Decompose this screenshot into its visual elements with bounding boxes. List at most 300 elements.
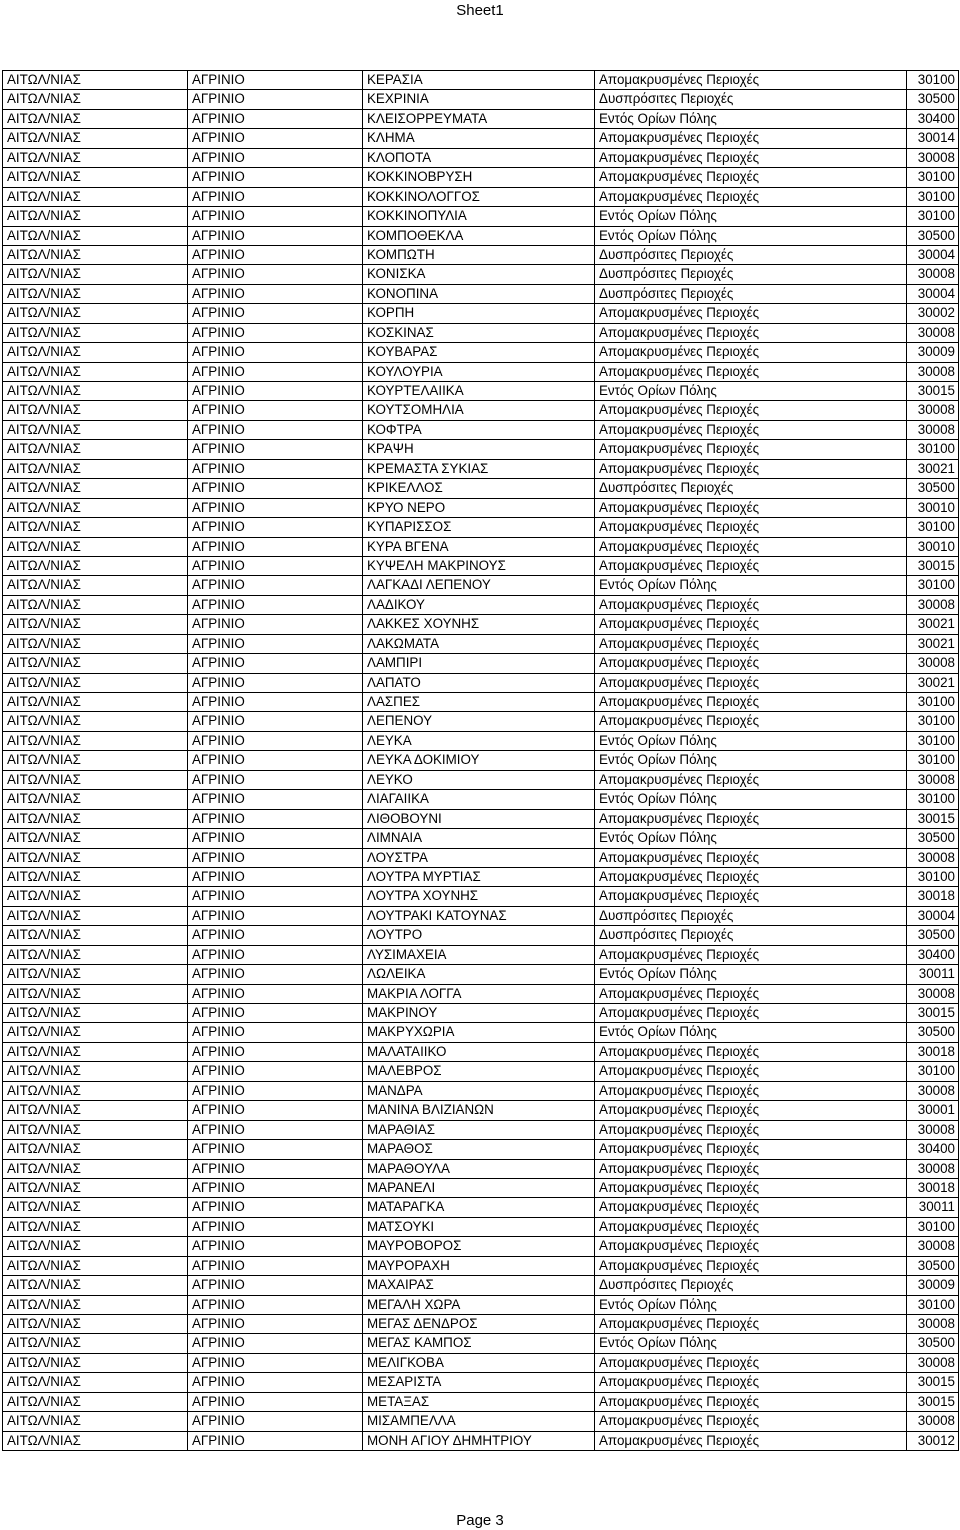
prefecture-cell[interactable]: ΑΙΤΩΛ/ΝΙΑΣ [3,770,188,789]
area-category-cell[interactable]: Απομακρυσμένες Περιοχές [595,1315,907,1334]
code-cell[interactable]: 30008 [907,595,959,614]
locality-cell[interactable]: ΜΑΡΑΘΟΣ [363,1140,595,1159]
area-category-cell[interactable]: Απομακρυσμένες Περιοχές [595,887,907,906]
municipality-cell[interactable]: ΑΓΡΙΝΙΟ [188,926,363,945]
prefecture-cell[interactable]: ΑΙΤΩΛ/ΝΙΑΣ [3,245,188,264]
municipality-cell[interactable]: ΑΓΡΙΝΙΟ [188,1081,363,1100]
code-cell[interactable]: 30500 [907,1334,959,1353]
locality-cell[interactable]: ΛΑΣΠΕΣ [363,693,595,712]
municipality-cell[interactable]: ΑΓΡΙΝΙΟ [188,362,363,381]
municipality-cell[interactable]: ΑΓΡΙΝΙΟ [188,1431,363,1450]
locality-cell[interactable]: ΛΟΥΤΡΑΚΙ ΚΑΤΟΥΝΑΣ [363,906,595,925]
locality-cell[interactable]: ΜΑΚΡΥΧΩΡΙΑ [363,1023,595,1042]
prefecture-cell[interactable]: ΑΙΤΩΛ/ΝΙΑΣ [3,1431,188,1450]
code-cell[interactable]: 30100 [907,693,959,712]
municipality-cell[interactable]: ΑΓΡΙΝΙΟ [188,226,363,245]
code-cell[interactable]: 30021 [907,615,959,634]
area-category-cell[interactable]: Εντός Ορίων Πόλης [595,1023,907,1042]
code-cell[interactable]: 30400 [907,1140,959,1159]
prefecture-cell[interactable]: ΑΙΤΩΛ/ΝΙΑΣ [3,576,188,595]
locality-cell[interactable]: ΛΑΠΑΤΟ [363,673,595,692]
municipality-cell[interactable]: ΑΓΡΙΝΙΟ [188,1256,363,1275]
prefecture-cell[interactable]: ΑΙΤΩΛ/ΝΙΑΣ [3,537,188,556]
municipality-cell[interactable]: ΑΓΡΙΝΙΟ [188,187,363,206]
locality-cell[interactable]: ΜΑΝΔΡΑ [363,1081,595,1100]
prefecture-cell[interactable]: ΑΙΤΩΛ/ΝΙΑΣ [3,90,188,109]
municipality-cell[interactable]: ΑΓΡΙΝΙΟ [188,595,363,614]
locality-cell[interactable]: ΛΕΠΕΝΟΥ [363,712,595,731]
code-cell[interactable]: 30008 [907,1081,959,1100]
area-category-cell[interactable]: Δυσπρόσιτες Περιοχές [595,245,907,264]
code-cell[interactable]: 30100 [907,751,959,770]
area-category-cell[interactable]: Απομακρυσμένες Περιοχές [595,634,907,653]
area-category-cell[interactable]: Απομακρυσμένες Περιοχές [595,654,907,673]
locality-cell[interactable]: ΚΡΥΟ ΝΕΡΟ [363,498,595,517]
prefecture-cell[interactable]: ΑΙΤΩΛ/ΝΙΑΣ [3,304,188,323]
code-cell[interactable]: 30015 [907,1392,959,1411]
prefecture-cell[interactable]: ΑΙΤΩΛ/ΝΙΑΣ [3,595,188,614]
municipality-cell[interactable]: ΑΓΡΙΝΙΟ [188,382,363,401]
locality-cell[interactable]: ΛΑΓΚΑΔΙ ΛΕΠΕΝΟΥ [363,576,595,595]
prefecture-cell[interactable]: ΑΙΤΩΛ/ΝΙΑΣ [3,1120,188,1139]
code-cell[interactable]: 30009 [907,1276,959,1295]
locality-cell[interactable]: ΛΑΚΩΜΑΤΑ [363,634,595,653]
municipality-cell[interactable]: ΑΓΡΙΝΙΟ [188,148,363,167]
prefecture-cell[interactable]: ΑΙΤΩΛ/ΝΙΑΣ [3,440,188,459]
locality-cell[interactable]: ΜΑΡΑΘΟΥΛΑ [363,1159,595,1178]
code-cell[interactable]: 30500 [907,479,959,498]
municipality-cell[interactable]: ΑΓΡΙΝΙΟ [188,1178,363,1197]
area-category-cell[interactable]: Απομακρυσμένες Περιοχές [595,420,907,439]
municipality-cell[interactable]: ΑΓΡΙΝΙΟ [188,984,363,1003]
area-category-cell[interactable]: Δυσπρόσιτες Περιοχές [595,906,907,925]
locality-cell[interactable]: ΚΟΥΡΤΕΛΑΙΙΚΑ [363,382,595,401]
municipality-cell[interactable]: ΑΓΡΙΝΙΟ [188,615,363,634]
municipality-cell[interactable]: ΑΓΡΙΝΙΟ [188,1373,363,1392]
area-category-cell[interactable]: Απομακρυσμένες Περιοχές [595,693,907,712]
code-cell[interactable]: 30015 [907,809,959,828]
area-category-cell[interactable]: Απομακρυσμένες Περιοχές [595,556,907,575]
area-category-cell[interactable]: Απομακρυσμένες Περιοχές [595,809,907,828]
locality-cell[interactable]: ΜΑΡΑΘΙΑΣ [363,1120,595,1139]
municipality-cell[interactable]: ΑΓΡΙΝΙΟ [188,1315,363,1334]
municipality-cell[interactable]: ΑΓΡΙΝΙΟ [188,809,363,828]
area-category-cell[interactable]: Δυσπρόσιτες Περιοχές [595,926,907,945]
prefecture-cell[interactable]: ΑΙΤΩΛ/ΝΙΑΣ [3,1140,188,1159]
code-cell[interactable]: 30010 [907,537,959,556]
area-category-cell[interactable]: Απομακρυσμένες Περιοχές [595,1140,907,1159]
code-cell[interactable]: 30008 [907,1353,959,1372]
locality-cell[interactable]: ΚΟΥΤΣΟΜΗΛΙΑ [363,401,595,420]
prefecture-cell[interactable]: ΑΙΤΩΛ/ΝΙΑΣ [3,829,188,848]
code-cell[interactable]: 30100 [907,576,959,595]
code-cell[interactable]: 30500 [907,226,959,245]
code-cell[interactable]: 30004 [907,284,959,303]
prefecture-cell[interactable]: ΑΙΤΩΛ/ΝΙΑΣ [3,1334,188,1353]
locality-cell[interactable]: ΚΥΨΕΛΗ ΜΑΚΡΙΝΟΥΣ [363,556,595,575]
municipality-cell[interactable]: ΑΓΡΙΝΙΟ [188,1120,363,1139]
area-category-cell[interactable]: Απομακρυσμένες Περιοχές [595,187,907,206]
municipality-cell[interactable]: ΑΓΡΙΝΙΟ [188,420,363,439]
municipality-cell[interactable]: ΑΓΡΙΝΙΟ [188,401,363,420]
area-category-cell[interactable]: Απομακρυσμένες Περιοχές [595,712,907,731]
locality-cell[interactable]: ΛΟΥΤΡΟ [363,926,595,945]
locality-cell[interactable]: ΚΛΕΙΣΟΡΡΕΥΜΑΤΑ [363,109,595,128]
area-category-cell[interactable]: Εντός Ορίων Πόλης [595,731,907,750]
municipality-cell[interactable]: ΑΓΡΙΝΙΟ [188,284,363,303]
municipality-cell[interactable]: ΑΓΡΙΝΙΟ [188,129,363,148]
area-category-cell[interactable]: Απομακρυσμένες Περιοχές [595,1412,907,1431]
area-category-cell[interactable]: Απομακρυσμένες Περιοχές [595,984,907,1003]
municipality-cell[interactable]: ΑΓΡΙΝΙΟ [188,1295,363,1314]
area-category-cell[interactable]: Δυσπρόσιτες Περιοχές [595,479,907,498]
prefecture-cell[interactable]: ΑΙΤΩΛ/ΝΙΑΣ [3,1237,188,1256]
prefecture-cell[interactable]: ΑΙΤΩΛ/ΝΙΑΣ [3,459,188,478]
area-category-cell[interactable]: Απομακρυσμένες Περιοχές [595,1237,907,1256]
prefecture-cell[interactable]: ΑΙΤΩΛ/ΝΙΑΣ [3,420,188,439]
area-category-cell[interactable]: Απομακρυσμένες Περιοχές [595,1101,907,1120]
prefecture-cell[interactable]: ΑΙΤΩΛ/ΝΙΑΣ [3,673,188,692]
municipality-cell[interactable]: ΑΓΡΙΝΙΟ [188,323,363,342]
code-cell[interactable]: 30008 [907,362,959,381]
locality-cell[interactable]: ΚΡΙΚΕΛΛΟΣ [363,479,595,498]
locality-cell[interactable]: ΛΙΑΓΑΙΙΚΑ [363,790,595,809]
code-cell[interactable]: 30008 [907,1120,959,1139]
area-category-cell[interactable]: Απομακρυσμένες Περιοχές [595,168,907,187]
locality-cell[interactable]: ΜΕΣΑΡΙΣΤΑ [363,1373,595,1392]
code-cell[interactable]: 30100 [907,71,959,90]
prefecture-cell[interactable]: ΑΙΤΩΛ/ΝΙΑΣ [3,1315,188,1334]
locality-cell[interactable]: ΛΕΥΚΑ ΔΟΚΙΜΙΟΥ [363,751,595,770]
prefecture-cell[interactable]: ΑΙΤΩΛ/ΝΙΑΣ [3,1353,188,1372]
locality-cell[interactable]: ΚΡΕΜΑΣΤΑ ΣΥΚΙΑΣ [363,459,595,478]
area-category-cell[interactable]: Δυσπρόσιτες Περιοχές [595,1276,907,1295]
prefecture-cell[interactable]: ΑΙΤΩΛ/ΝΙΑΣ [3,945,188,964]
prefecture-cell[interactable]: ΑΙΤΩΛ/ΝΙΑΣ [3,712,188,731]
municipality-cell[interactable]: ΑΓΡΙΝΙΟ [188,479,363,498]
municipality-cell[interactable]: ΑΓΡΙΝΙΟ [188,945,363,964]
area-category-cell[interactable]: Εντός Ορίων Πόλης [595,576,907,595]
locality-cell[interactable]: ΚΟΥΛΟΥΡΙΑ [363,362,595,381]
area-category-cell[interactable]: Απομακρυσμένες Περιοχές [595,615,907,634]
code-cell[interactable]: 30100 [907,187,959,206]
area-category-cell[interactable]: Απομακρυσμένες Περιοχές [595,848,907,867]
prefecture-cell[interactable]: ΑΙΤΩΛ/ΝΙΑΣ [3,809,188,828]
locality-cell[interactable]: ΚΥΠΑΡΙΣΣΟΣ [363,518,595,537]
area-category-cell[interactable]: Απομακρυσμένες Περιοχές [595,343,907,362]
municipality-cell[interactable]: ΑΓΡΙΝΙΟ [188,109,363,128]
code-cell[interactable]: 30008 [907,984,959,1003]
prefecture-cell[interactable]: ΑΙΤΩΛ/ΝΙΑΣ [3,1004,188,1023]
municipality-cell[interactable]: ΑΓΡΙΝΙΟ [188,887,363,906]
code-cell[interactable]: 30100 [907,712,959,731]
code-cell[interactable]: 30100 [907,1062,959,1081]
prefecture-cell[interactable]: ΑΙΤΩΛ/ΝΙΑΣ [3,634,188,653]
area-category-cell[interactable]: Εντός Ορίων Πόλης [595,790,907,809]
municipality-cell[interactable]: ΑΓΡΙΝΙΟ [188,207,363,226]
locality-cell[interactable]: ΜΑΚΡΙΑ ΛΟΓΓΑ [363,984,595,1003]
municipality-cell[interactable]: ΑΓΡΙΝΙΟ [188,1004,363,1023]
area-category-cell[interactable]: Απομακρυσμένες Περιοχές [595,71,907,90]
prefecture-cell[interactable]: ΑΙΤΩΛ/ΝΙΑΣ [3,226,188,245]
municipality-cell[interactable]: ΑΓΡΙΝΙΟ [188,1353,363,1372]
code-cell[interactable]: 30008 [907,420,959,439]
locality-cell[interactable]: ΚΟΚΚΙΝΟΛΟΓΓΟΣ [363,187,595,206]
municipality-cell[interactable]: ΑΓΡΙΝΙΟ [188,440,363,459]
area-category-cell[interactable]: Δυσπρόσιτες Περιοχές [595,265,907,284]
locality-cell[interactable]: ΚΟΝΟΠΙΝΑ [363,284,595,303]
municipality-cell[interactable]: ΑΓΡΙΝΙΟ [188,1334,363,1353]
code-cell[interactable]: 30018 [907,1042,959,1061]
municipality-cell[interactable]: ΑΓΡΙΝΙΟ [188,168,363,187]
code-cell[interactable]: 30008 [907,401,959,420]
area-category-cell[interactable]: Απομακρυσμένες Περιοχές [595,498,907,517]
code-cell[interactable]: 30008 [907,148,959,167]
locality-cell[interactable]: ΛΙΘΟΒΟΥΝΙ [363,809,595,828]
prefecture-cell[interactable]: ΑΙΤΩΛ/ΝΙΑΣ [3,984,188,1003]
prefecture-cell[interactable]: ΑΙΤΩΛ/ΝΙΑΣ [3,284,188,303]
code-cell[interactable]: 30002 [907,304,959,323]
prefecture-cell[interactable]: ΑΙΤΩΛ/ΝΙΑΣ [3,654,188,673]
locality-cell[interactable]: ΜΕΤΑΞΑΣ [363,1392,595,1411]
municipality-cell[interactable]: ΑΓΡΙΝΙΟ [188,731,363,750]
area-category-cell[interactable]: Απομακρυσμένες Περιοχές [595,1159,907,1178]
locality-cell[interactable]: ΛΕΥΚΟ [363,770,595,789]
area-category-cell[interactable]: Απομακρυσμένες Περιοχές [595,945,907,964]
prefecture-cell[interactable]: ΑΙΤΩΛ/ΝΙΑΣ [3,731,188,750]
locality-cell[interactable]: ΚΛΗΜΑ [363,129,595,148]
code-cell[interactable]: 30400 [907,109,959,128]
locality-cell[interactable]: ΚΟΚΚΙΝΟΠΥΛΙΑ [363,207,595,226]
locality-cell[interactable]: ΜΑΥΡΟΡΑΧΗ [363,1256,595,1275]
municipality-cell[interactable]: ΑΓΡΙΝΙΟ [188,906,363,925]
locality-cell[interactable]: ΜΑΛΑΤΑΙΙΚΟ [363,1042,595,1061]
locality-cell[interactable]: ΛΥΣΙΜΑΧΕΙΑ [363,945,595,964]
code-cell[interactable]: 30100 [907,168,959,187]
locality-cell[interactable]: ΜΑΤΑΡΑΓΚΑ [363,1198,595,1217]
prefecture-cell[interactable]: ΑΙΤΩΛ/ΝΙΑΣ [3,265,188,284]
prefecture-cell[interactable]: ΑΙΤΩΛ/ΝΙΑΣ [3,187,188,206]
prefecture-cell[interactable]: ΑΙΤΩΛ/ΝΙΑΣ [3,498,188,517]
municipality-cell[interactable]: ΑΓΡΙΝΙΟ [188,1392,363,1411]
code-cell[interactable]: 30021 [907,673,959,692]
code-cell[interactable]: 30500 [907,926,959,945]
area-category-cell[interactable]: Απομακρυσμένες Περιοχές [595,148,907,167]
prefecture-cell[interactable]: ΑΙΤΩΛ/ΝΙΑΣ [3,518,188,537]
prefecture-cell[interactable]: ΑΙΤΩΛ/ΝΙΑΣ [3,906,188,925]
prefecture-cell[interactable]: ΑΙΤΩΛ/ΝΙΑΣ [3,751,188,770]
municipality-cell[interactable]: ΑΓΡΙΝΙΟ [188,343,363,362]
prefecture-cell[interactable]: ΑΙΤΩΛ/ΝΙΑΣ [3,1178,188,1197]
locality-cell[interactable]: ΚΟΝΙΣΚΑ [363,265,595,284]
code-cell[interactable]: 30004 [907,245,959,264]
code-cell[interactable]: 30012 [907,1431,959,1450]
area-category-cell[interactable]: Εντός Ορίων Πόλης [595,109,907,128]
code-cell[interactable]: 30008 [907,848,959,867]
area-category-cell[interactable]: Απομακρυσμένες Περιοχές [595,1431,907,1450]
code-cell[interactable]: 30008 [907,770,959,789]
area-category-cell[interactable]: Δυσπρόσιτες Περιοχές [595,284,907,303]
code-cell[interactable]: 30500 [907,90,959,109]
municipality-cell[interactable]: ΑΓΡΙΝΙΟ [188,1062,363,1081]
prefecture-cell[interactable]: ΑΙΤΩΛ/ΝΙΑΣ [3,401,188,420]
area-category-cell[interactable]: Απομακρυσμένες Περιοχές [595,1042,907,1061]
area-category-cell[interactable]: Απομακρυσμένες Περιοχές [595,129,907,148]
area-category-cell[interactable]: Απομακρυσμένες Περιοχές [595,867,907,886]
prefecture-cell[interactable]: ΑΙΤΩΛ/ΝΙΑΣ [3,1023,188,1042]
area-category-cell[interactable]: Απομακρυσμένες Περιοχές [595,1198,907,1217]
locality-cell[interactable]: ΚΟΥΒΑΡΑΣ [363,343,595,362]
locality-cell[interactable]: ΚΟΦΤΡΑ [363,420,595,439]
locality-cell[interactable]: ΜΕΓΑΣ ΚΑΜΠΟΣ [363,1334,595,1353]
locality-cell[interactable]: ΛΟΥΣΤΡΑ [363,848,595,867]
prefecture-cell[interactable]: ΑΙΤΩΛ/ΝΙΑΣ [3,479,188,498]
prefecture-cell[interactable]: ΑΙΤΩΛ/ΝΙΑΣ [3,1295,188,1314]
code-cell[interactable]: 30001 [907,1101,959,1120]
area-category-cell[interactable]: Απομακρυσμένες Περιοχές [595,362,907,381]
prefecture-cell[interactable]: ΑΙΤΩΛ/ΝΙΑΣ [3,1042,188,1061]
area-category-cell[interactable]: Απομακρυσμένες Περιοχές [595,440,907,459]
area-category-cell[interactable]: Απομακρυσμένες Περιοχές [595,595,907,614]
prefecture-cell[interactable]: ΑΙΤΩΛ/ΝΙΑΣ [3,1159,188,1178]
prefecture-cell[interactable]: ΑΙΤΩΛ/ΝΙΑΣ [3,1373,188,1392]
municipality-cell[interactable]: ΑΓΡΙΝΙΟ [188,1101,363,1120]
area-category-cell[interactable]: Εντός Ορίων Πόλης [595,751,907,770]
area-category-cell[interactable]: Εντός Ορίων Πόλης [595,382,907,401]
municipality-cell[interactable]: ΑΓΡΙΝΙΟ [188,1217,363,1236]
area-category-cell[interactable]: Απομακρυσμένες Περιοχές [595,401,907,420]
municipality-cell[interactable]: ΑΓΡΙΝΙΟ [188,770,363,789]
locality-cell[interactable]: ΜΑΤΣΟΥΚΙ [363,1217,595,1236]
locality-cell[interactable]: ΚΟΚΚΙΝΟΒΡΥΣΗ [363,168,595,187]
municipality-cell[interactable]: ΑΓΡΙΝΙΟ [188,751,363,770]
area-category-cell[interactable]: Δυσπρόσιτες Περιοχές [595,90,907,109]
code-cell[interactable]: 30008 [907,1412,959,1431]
code-cell[interactable]: 30015 [907,1004,959,1023]
code-cell[interactable]: 30008 [907,1315,959,1334]
locality-cell[interactable]: ΚΡΑΨΗ [363,440,595,459]
prefecture-cell[interactable]: ΑΙΤΩΛ/ΝΙΑΣ [3,129,188,148]
municipality-cell[interactable]: ΑΓΡΙΝΙΟ [188,1198,363,1217]
locality-cell[interactable]: ΜΙΣΑΜΠΕΛΛΑ [363,1412,595,1431]
municipality-cell[interactable]: ΑΓΡΙΝΙΟ [188,304,363,323]
locality-cell[interactable]: ΜΑΛΕΒΡΟΣ [363,1062,595,1081]
code-cell[interactable]: 30100 [907,790,959,809]
prefecture-cell[interactable]: ΑΙΤΩΛ/ΝΙΑΣ [3,1198,188,1217]
code-cell[interactable]: 30008 [907,1159,959,1178]
prefecture-cell[interactable]: ΑΙΤΩΛ/ΝΙΑΣ [3,382,188,401]
area-category-cell[interactable]: Απομακρυσμένες Περιοχές [595,323,907,342]
prefecture-cell[interactable]: ΑΙΤΩΛ/ΝΙΑΣ [3,1412,188,1431]
code-cell[interactable]: 30014 [907,129,959,148]
prefecture-cell[interactable]: ΑΙΤΩΛ/ΝΙΑΣ [3,1256,188,1275]
locality-cell[interactable]: ΛΟΥΤΡΑ ΜΥΡΤΙΑΣ [363,867,595,886]
area-category-cell[interactable]: Εντός Ορίων Πόλης [595,1334,907,1353]
prefecture-cell[interactable]: ΑΙΤΩΛ/ΝΙΑΣ [3,887,188,906]
prefecture-cell[interactable]: ΑΙΤΩΛ/ΝΙΑΣ [3,323,188,342]
locality-cell[interactable]: ΜΑΡΑΝΕΛΙ [363,1178,595,1197]
prefecture-cell[interactable]: ΑΙΤΩΛ/ΝΙΑΣ [3,965,188,984]
prefecture-cell[interactable]: ΑΙΤΩΛ/ΝΙΑΣ [3,1392,188,1411]
prefecture-cell[interactable]: ΑΙΤΩΛ/ΝΙΑΣ [3,362,188,381]
prefecture-cell[interactable]: ΑΙΤΩΛ/ΝΙΑΣ [3,848,188,867]
prefecture-cell[interactable]: ΑΙΤΩΛ/ΝΙΑΣ [3,1081,188,1100]
prefecture-cell[interactable]: ΑΙΤΩΛ/ΝΙΑΣ [3,867,188,886]
prefecture-cell[interactable]: ΑΙΤΩΛ/ΝΙΑΣ [3,790,188,809]
code-cell[interactable]: 30100 [907,518,959,537]
area-category-cell[interactable]: Απομακρυσμένες Περιοχές [595,537,907,556]
code-cell[interactable]: 30021 [907,459,959,478]
municipality-cell[interactable]: ΑΓΡΙΝΙΟ [188,693,363,712]
area-category-cell[interactable]: Απομακρυσμένες Περιοχές [595,1217,907,1236]
municipality-cell[interactable]: ΑΓΡΙΝΙΟ [188,537,363,556]
locality-cell[interactable]: ΜΑΥΡΟΒΟΡΟΣ [363,1237,595,1256]
locality-cell[interactable]: ΜΕΛΙΓΚΟΒΑ [363,1353,595,1372]
prefecture-cell[interactable]: ΑΙΤΩΛ/ΝΙΑΣ [3,207,188,226]
prefecture-cell[interactable]: ΑΙΤΩΛ/ΝΙΑΣ [3,926,188,945]
area-category-cell[interactable]: Εντός Ορίων Πόλης [595,829,907,848]
municipality-cell[interactable]: ΑΓΡΙΝΙΟ [188,71,363,90]
prefecture-cell[interactable]: ΑΙΤΩΛ/ΝΙΑΣ [3,1276,188,1295]
municipality-cell[interactable]: ΑΓΡΙΝΙΟ [188,829,363,848]
prefecture-cell[interactable]: ΑΙΤΩΛ/ΝΙΑΣ [3,168,188,187]
code-cell[interactable]: 30100 [907,867,959,886]
prefecture-cell[interactable]: ΑΙΤΩΛ/ΝΙΑΣ [3,693,188,712]
locality-cell[interactable]: ΛΑΔΙΚΟΥ [363,595,595,614]
municipality-cell[interactable]: ΑΓΡΙΝΙΟ [188,1412,363,1431]
locality-cell[interactable]: ΛΑΚΚΕΣ ΧΟΥΝΗΣ [363,615,595,634]
code-cell[interactable]: 30100 [907,440,959,459]
municipality-cell[interactable]: ΑΓΡΙΝΙΟ [188,848,363,867]
code-cell[interactable]: 30008 [907,654,959,673]
area-category-cell[interactable]: Απομακρυσμένες Περιοχές [595,304,907,323]
code-cell[interactable]: 30500 [907,829,959,848]
locality-cell[interactable]: ΛΑΜΠΙΡΙ [363,654,595,673]
locality-cell[interactable]: ΛΙΜΝΑΙΑ [363,829,595,848]
prefecture-cell[interactable]: ΑΙΤΩΛ/ΝΙΑΣ [3,556,188,575]
locality-cell[interactable]: ΚΟΣΚΙΝΑΣ [363,323,595,342]
locality-cell[interactable]: ΚΛΟΠΟΤΑ [363,148,595,167]
municipality-cell[interactable]: ΑΓΡΙΝΙΟ [188,790,363,809]
code-cell[interactable]: 30010 [907,498,959,517]
area-category-cell[interactable]: Απομακρυσμένες Περιοχές [595,1081,907,1100]
locality-cell[interactable]: ΛΩΛΕΙΚΑ [363,965,595,984]
locality-cell[interactable]: ΜΑΧΑΙΡΑΣ [363,1276,595,1295]
locality-cell[interactable]: ΚΕΧΡΙΝΙΑ [363,90,595,109]
municipality-cell[interactable]: ΑΓΡΙΝΙΟ [188,867,363,886]
code-cell[interactable]: 30011 [907,965,959,984]
code-cell[interactable]: 30400 [907,945,959,964]
locality-cell[interactable]: ΚΟΜΠΩΤΗ [363,245,595,264]
prefecture-cell[interactable]: ΑΙΤΩΛ/ΝΙΑΣ [3,1101,188,1120]
area-category-cell[interactable]: Απομακρυσμένες Περιοχές [595,1178,907,1197]
area-category-cell[interactable]: Απομακρυσμένες Περιοχές [595,1004,907,1023]
municipality-cell[interactable]: ΑΓΡΙΝΙΟ [188,1140,363,1159]
area-category-cell[interactable]: Απομακρυσμένες Περιοχές [595,1120,907,1139]
municipality-cell[interactable]: ΑΓΡΙΝΙΟ [188,1023,363,1042]
locality-cell[interactable]: ΜΕΓΑΣ ΔΕΝΔΡΟΣ [363,1315,595,1334]
municipality-cell[interactable]: ΑΓΡΙΝΙΟ [188,518,363,537]
code-cell[interactable]: 30018 [907,887,959,906]
area-category-cell[interactable]: Απομακρυσμένες Περιοχές [595,1373,907,1392]
area-category-cell[interactable]: Απομακρυσμένες Περιοχές [595,770,907,789]
code-cell[interactable]: 30008 [907,1237,959,1256]
municipality-cell[interactable]: ΑΓΡΙΝΙΟ [188,1159,363,1178]
code-cell[interactable]: 30009 [907,343,959,362]
prefecture-cell[interactable]: ΑΙΤΩΛ/ΝΙΑΣ [3,615,188,634]
municipality-cell[interactable]: ΑΓΡΙΝΙΟ [188,245,363,264]
municipality-cell[interactable]: ΑΓΡΙΝΙΟ [188,1276,363,1295]
